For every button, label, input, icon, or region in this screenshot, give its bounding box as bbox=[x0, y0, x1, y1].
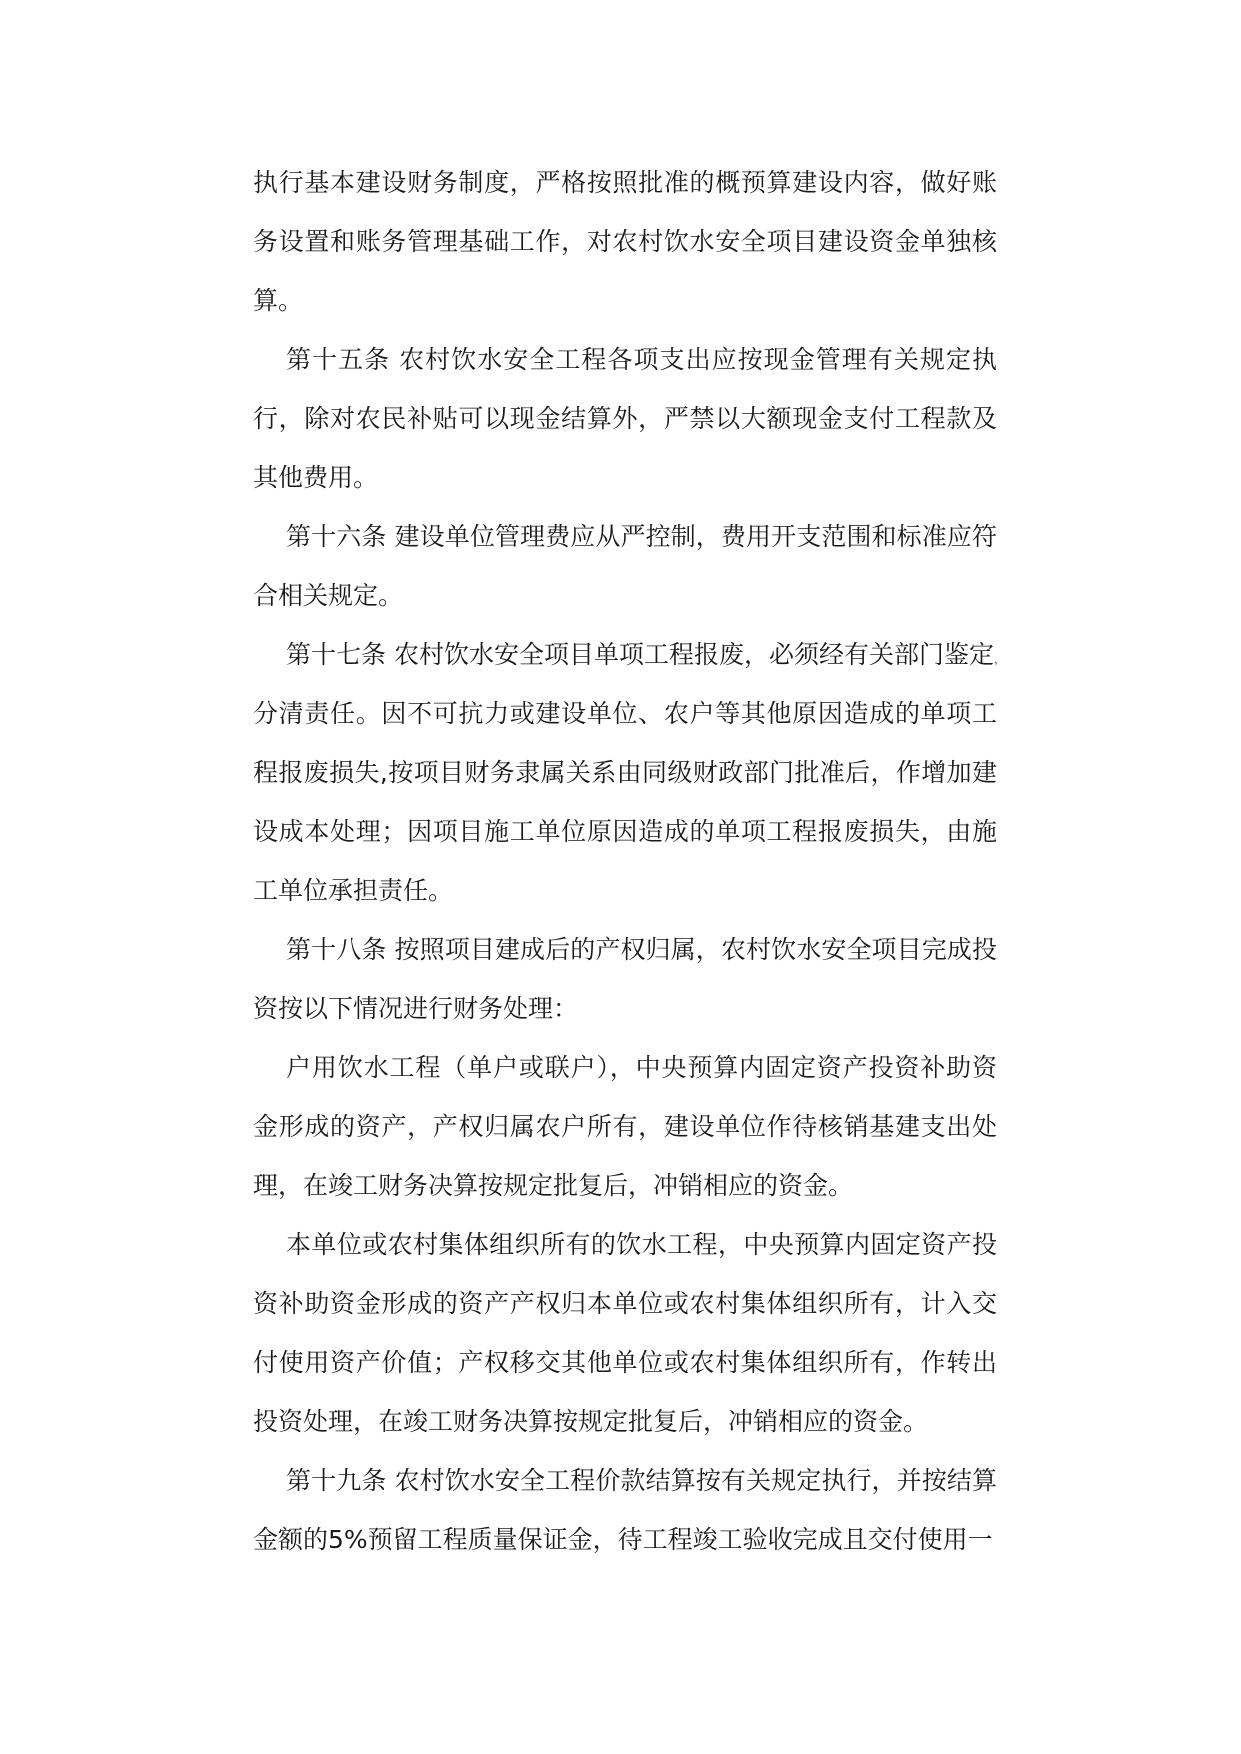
text-line: 算。 bbox=[253, 286, 304, 315]
text-line: 金额的5%预留工程质量保证金，待工程竣工验收完成且交付使用一 bbox=[253, 1525, 993, 1554]
text-line: 第十五条 农村饮水安全工程各项支出应按现金管理有关规定执 bbox=[286, 345, 997, 374]
text-line: 分清责任。因不可抗力或建设单位、农户等其他原因造成的单项工 bbox=[253, 699, 997, 728]
text-line: 第十七条 农村饮水安全项目单项工程报废，必须经有关部门鉴定， bbox=[286, 640, 1006, 669]
text-line: 第十八条 按照项目建成后的产权归属，农村饮水安全项目完成投 bbox=[286, 935, 997, 964]
text-line: 资按以下情况进行财务处理： bbox=[253, 994, 579, 1023]
text-line: 理，在竣工财务决算按规定批复后，冲销相应的资金。 bbox=[253, 1171, 854, 1200]
text-line: 合相关规定。 bbox=[253, 581, 404, 610]
text-line: 本单位或农村集体组织所有的饮水工程，中央预算内固定资产投 bbox=[286, 1230, 997, 1259]
text-line: 户用饮水工程（单户或联户），中央预算内固定资产投资补助资 bbox=[286, 1053, 997, 1082]
text-line: 行，除对农民补贴可以现金结算外，严禁以大额现金支付工程款及 bbox=[253, 404, 997, 433]
text-line: 程报废损失,按项目财务隶属关系由同级财政部门批准后，作增加建 bbox=[253, 758, 997, 787]
text-line: 其他费用。 bbox=[253, 463, 379, 492]
text-line: 第十六条 建设单位管理费应从严控制，费用开支范围和标准应符 bbox=[286, 522, 997, 551]
text-line: 工单位承担责任。 bbox=[253, 876, 454, 905]
text-line: 设成本处理；因项目施工单位原因造成的单项工程报废损失，由施 bbox=[253, 817, 997, 846]
text-line: 资补助资金形成的资产产权归本单位或农村集体组织所有，计入交 bbox=[253, 1289, 997, 1318]
text-line: 投资处理，在竣工财务决算按规定批复后，冲销相应的资金。 bbox=[253, 1407, 929, 1436]
text-line: 第十九条 农村饮水安全工程价款结算按有关规定执行，并按结算 bbox=[286, 1466, 997, 1495]
clipped-punctuation: ， bbox=[993, 652, 1006, 666]
text-line: 付使用资产价值；产权移交其他单位或农村集体组织所有，作转出 bbox=[253, 1348, 997, 1377]
text-line: 金形成的资产，产权归属农户所有，建设单位作待核销基建支出处 bbox=[253, 1112, 997, 1141]
text-line: 执行基本建设财务制度，严格按照批准的概预算建设内容，做好账 bbox=[253, 168, 997, 197]
text-line: 务设置和账务管理基础工作，对农村饮水安全项目建设资金单独核 bbox=[253, 227, 997, 256]
